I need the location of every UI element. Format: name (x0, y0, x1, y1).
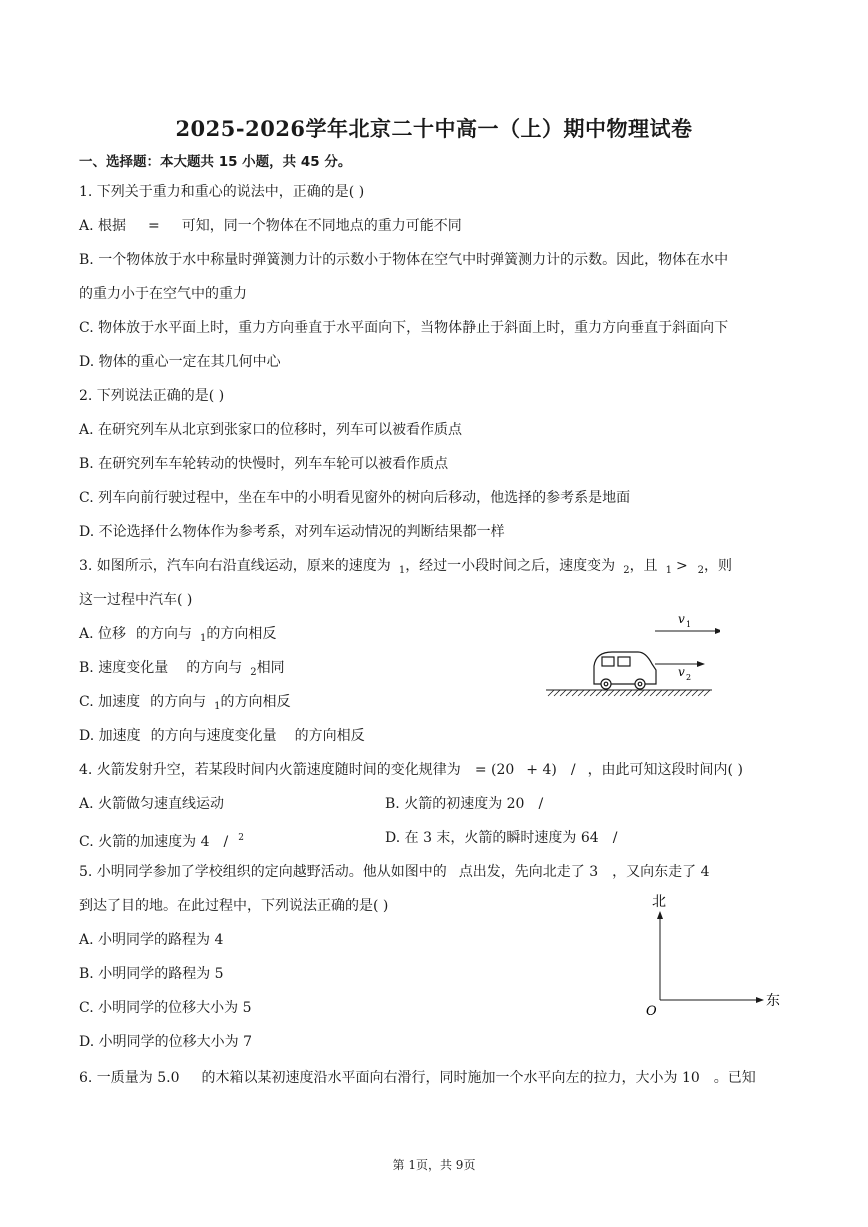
q6-stem-part: 6. 一质量为 5.0 (79, 1070, 180, 1086)
q3-stem-part2: ，经过一小段时间之后，速度变为 (405, 558, 616, 574)
q3-c-text: C. 加速度 (79, 694, 141, 710)
q3-d-text: 的方向与速度变化量 (150, 728, 277, 744)
q4-option-b (385, 794, 543, 814)
q3-car-figure (540, 604, 720, 700)
v2-subscript: 2 (686, 673, 692, 682)
q4-c-superscript: 2 (238, 833, 244, 843)
q4-option-c (79, 828, 244, 852)
q4-stem-part: / (570, 762, 576, 778)
q5-stem-line1 (79, 862, 710, 882)
q3-b-text: B. 速度变化量 (79, 660, 169, 676)
q3-option-b (79, 658, 285, 683)
q3-subscript: 2 (697, 565, 705, 576)
q4-stem-part: = (20 (474, 762, 515, 778)
v1-subscript: 1 (686, 620, 692, 629)
section-heading: 一、选择题：本大题共 15 小题，共 45 分。 (79, 154, 352, 170)
q3-c-text: 的方向与 (150, 694, 207, 710)
north-label: 北 (652, 894, 666, 910)
q4-d-unit: / (612, 830, 618, 846)
q4-stem-part: 4. 火箭发射升空，若某段时间内火箭速度随时间的变化规律为 (79, 762, 461, 778)
q5-stem-line2: 到达了目的地。在此过程中，下列说法正确的是( ) (79, 898, 389, 914)
q4-stem (79, 760, 743, 780)
v1-label: v (678, 612, 685, 626)
origin-label: O (646, 1004, 657, 1019)
q3-b-text: 的方向与 (186, 660, 243, 676)
q6-stem-part: 的木箱以某初速度沿水平面向右滑行，同时施加一个水平向左的拉力，大小为 10 (201, 1070, 700, 1086)
q1-option-a (79, 216, 462, 236)
v2-label: v (678, 665, 685, 679)
q4-d-text: D. 在 3 末，火箭的瞬时速度为 64 (385, 830, 599, 846)
east-label: 东 (766, 993, 780, 1009)
q3-a-text: 的方向与 (136, 626, 193, 642)
q2-option-b: B. 在研究列车车轮转动的快慢时，列车车轮可以被看作质点 (79, 456, 449, 472)
q3-subscript: 1 (214, 701, 221, 712)
q4-stem-part: ，由此可知这段时间内( ) (587, 762, 743, 778)
q3-stem-part4: ，则 (704, 558, 733, 574)
q5-stem-part: ，又向东走了 4 (612, 864, 710, 880)
page-footer: 第 1页，共 9页 (392, 1158, 476, 1172)
q3-stem-part1: 3. 如图所示，汽车向右沿直线运动，原来的速度为 (79, 558, 391, 574)
q3-subscript: 1 (200, 633, 207, 644)
q3-d-text: 的方向相反 (294, 728, 365, 744)
q3-stem-part3: ，且 (629, 558, 658, 574)
q1-option-c: C. 物体放于水平面上时，重力方向垂直于水平面向下，当物体静止于斜面上时，重力方向垂直于斜面向下 (79, 320, 729, 336)
q3-option-a (79, 624, 276, 649)
q2-option-d: D. 不论选择什么物体作为参考系，对列车运动情况的判断结果都一样 (79, 524, 505, 540)
q5-option-a: A. 小明同学的路程为 4 (79, 932, 224, 948)
q4-b-unit: / (538, 796, 544, 812)
q5-stem-part: 点出发，先向北走了 3 (458, 864, 599, 880)
q4-stem-part: + 4) (526, 762, 557, 778)
q2-stem: 2. 下列说法正确的是( ) (79, 388, 225, 404)
q3-subscript: 2 (623, 565, 630, 576)
q5-option-b: B. 小明同学的路程为 5 (79, 966, 224, 982)
q3-a-text: 的方向相反 (206, 626, 277, 642)
q4-c-text: C. 火箭的加速度为 4 (79, 834, 210, 850)
q3-option-d (79, 726, 365, 746)
q3-subscript: 1 (665, 565, 672, 576)
q1-a-equals: = (148, 218, 160, 234)
q1-option-d: D. 物体的重心一定在其几何中心 (79, 354, 281, 370)
q1-a-rest: 可知，同一个物体在不同地点的重力可能不同 (181, 218, 462, 234)
car-icon (594, 652, 656, 689)
q4-option-a: A. 火箭做匀速直线运动 (79, 796, 225, 812)
q1-stem: 1. 下列关于重力和重心的说法中，正确的是( ) (79, 184, 365, 200)
page-title: 2025-2026学年北京二十中高一（上）期中物理试卷 (175, 116, 693, 141)
q1-option-b-line2: 的重力小于在空气中的重力 (79, 286, 247, 302)
q2-option-a: A. 在研究列车从北京到张家口的位移时，列车可以被看作质点 (79, 422, 463, 438)
q3-a-text: A. 位移 (79, 626, 127, 642)
q3-b-text: 相同 (256, 660, 285, 676)
q1-a-text: A. 根据 (79, 218, 127, 234)
ground-hatching (548, 690, 710, 696)
q1-option-b-line1: B. 一个物体放于水中称量时弹簧测力计的示数小于物体在空气中时弹簧测力计的示数。因此，物体在水中 (79, 252, 729, 268)
q3-c-text: 的方向相反 (220, 694, 291, 710)
q4-option-d (385, 828, 617, 848)
q5-option-c: C. 小明同学的位移大小为 5 (79, 1000, 252, 1016)
q2-option-c: C. 列车向前行驶过程中，坐在车中的小明看见窗外的树向后移动，他选择的参考系是地面 (79, 490, 631, 506)
q3-subscript: 1 (398, 565, 406, 576)
q3-subscript: 2 (250, 667, 257, 678)
q6-stem-part: 。已知 (713, 1070, 756, 1086)
q4-b-text: B. 火箭的初速度为 20 (385, 796, 525, 812)
q4-c-unit: / (223, 834, 229, 850)
q3-stem-line1 (79, 556, 732, 581)
q5-stem-part: 5. 小明同学参加了学校组织的定向越野活动。他从如图中的 (79, 864, 447, 880)
q3-option-c (79, 692, 291, 717)
q3-gt-sign: > (675, 558, 688, 574)
q5-compass-figure (636, 888, 788, 1020)
q6-stem (79, 1068, 756, 1088)
q3-d-text: D. 加速度 (79, 728, 141, 744)
q3-stem-line2: 这一过程中汽车( ) (79, 592, 193, 608)
q5-option-d: D. 小明同学的位移大小为 7 (79, 1034, 252, 1050)
